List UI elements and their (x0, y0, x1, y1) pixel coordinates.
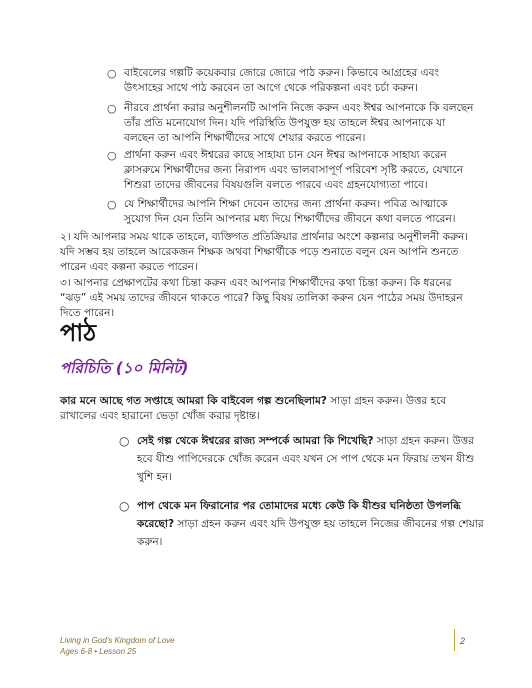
list-item-text (137, 432, 484, 486)
list-item-text: যে শিক্ষার্থীদের আপনি শিক্ষা দেবেন তাদের জন্য প্রার্থনা করুন। পবিত্র আত্মাকে সুযোগ দিন যেন তিনি আপনার মধ্য দিয়ে শিক্ষার্থীদের জীবনে কথা বলতে পারেন। (124, 198, 456, 226)
discussion-instruction: সাড়া গ্রহন করুন এবং যদি উপযুক্ত হয় তাহলে নিজের জীবনের গল্প শেয়ার করুন। (137, 518, 484, 548)
discussion-question: সেই গল্প থেকে ঈশ্বরের রাজ্য সম্পর্কে আমরা কি শিখেছি? (137, 435, 374, 447)
list-item-text (137, 497, 484, 551)
list-item-text: বাইবেলের গল্পটি কয়েকবার জোরে জোরে পাঠ করুন। কিভাবে আগ্রহের এবং উৎসাহের সাথে পাঠ করবেন তা আগে থেকে পরিকল্পনা এবং চর্চা করুন। (124, 67, 439, 95)
footer-course-title: Living in God’s Kingdom of Love (60, 636, 175, 645)
footer-divider (454, 629, 455, 651)
discussion-instruction: সাড়া গ্রহন করুন। উত্তর হবে যীশু পাপিদেরকে খোঁজ করেন এবং যখন সে পাপ থেকে মন ফিরায় তখন যীশু খুশি হন। (137, 435, 475, 483)
list-item (107, 66, 477, 96)
list-item (119, 432, 484, 486)
list-item-text: নীরবে প্রার্থনা করার অনুশীলনটি আপনি নিজে করুন এবং ঈশ্বর আপনাকে কি বলছেন তাঁর প্রতি মনোযোগ দিন। যদি পরিস্থিতি উপযুক্ত হয় তাহলে ঈশ্বর আপনাকে যা বলছেন তা আপনি শিক্ষার্থীদের সাথে শেয়ার করতে পারেন। (124, 102, 474, 145)
list-item (107, 197, 477, 227)
section-title: পাঠ (60, 319, 97, 347)
bullet-circle-icon: ○ (107, 102, 117, 115)
section-subtitle: পরিচিতি (১০ মিনিট) (60, 359, 189, 377)
paragraph-step-2: ২। যদি আপনার সময় থাকে তাহলে, ব্যক্তিগত প্রতিক্রিয়ার প্রার্থনার অংশে কল্পনার অনুশীলনী করুন। যদি সম্ভব হয় তাহলে আরেকজন শিক্ষক অথবা শিক্ষার্থীকে পড়ে শুনাতে বলুন যেন আপনি শুনতে পারেন এবং কল্পনা করতে পারেন। (60, 231, 469, 274)
bullet-circle-icon: ○ (119, 499, 130, 513)
bullet-circle-icon: ○ (119, 434, 130, 448)
bullet-circle-icon: ○ (107, 149, 117, 162)
footer-lesson-info: Ages 6-8 • Lesson 25 (60, 647, 137, 656)
intro-question: কার মনে আছে গত সপ্তাহে আমরা কি বাইবেল গল্প শুনেছিলাম? (60, 395, 327, 407)
list-item (107, 148, 477, 194)
bullet-circle-icon: ○ (107, 198, 117, 211)
list-item-text: প্রার্থনা করুন এবং ঈশ্বরের কাছে সাহায্য চান যেন ঈশ্বর আপনাকে সাহায্য করেন ক্লাসরুমে শিক্ষার্থীদের জন্য নিরাপদ এবং ভালবাসাপূর্ণ পরিবেশ সৃষ্টি করতে, যেখানে শিশুরা তাদের জীবনের বিষয়গুলি বলতে পারবে এবং গ্রহনযোগ্যতা পাবে। (124, 149, 463, 192)
intro-instruction: সাড়া গ্রহন করুন। উত্তর হবে রাখালের এবং হারানো ভেড়া খোঁজ করার দৃষ্টান্ত। (60, 395, 447, 423)
discussion-question: পাপ থেকে মন ফিরানোর পর তোমাদের মধ্যে কেউ কি যীশুর ঘনিষ্ঠতা উপলব্ধি করেছো? (137, 500, 461, 530)
page-number: 2 (460, 636, 466, 646)
list-item (107, 101, 477, 147)
page-footer (60, 635, 175, 657)
list-item (119, 497, 484, 551)
paragraph-step-3: ৩। আপনার প্রেক্ষাপটের কথা চিন্তা করুন এবং আপনার শিক্ষার্থীদের কথা চিন্তা করুন। কি ধরনের “ঝড়” এই সময় তাদের জীবনে থাকতে পারে? কিছু বিষয় তালিকা করুন যেন পাঠের সময় উদাহরন দিতে পারেন। (60, 277, 463, 320)
intro-paragraph (60, 394, 480, 424)
bullet-circle-icon: ○ (107, 67, 117, 80)
